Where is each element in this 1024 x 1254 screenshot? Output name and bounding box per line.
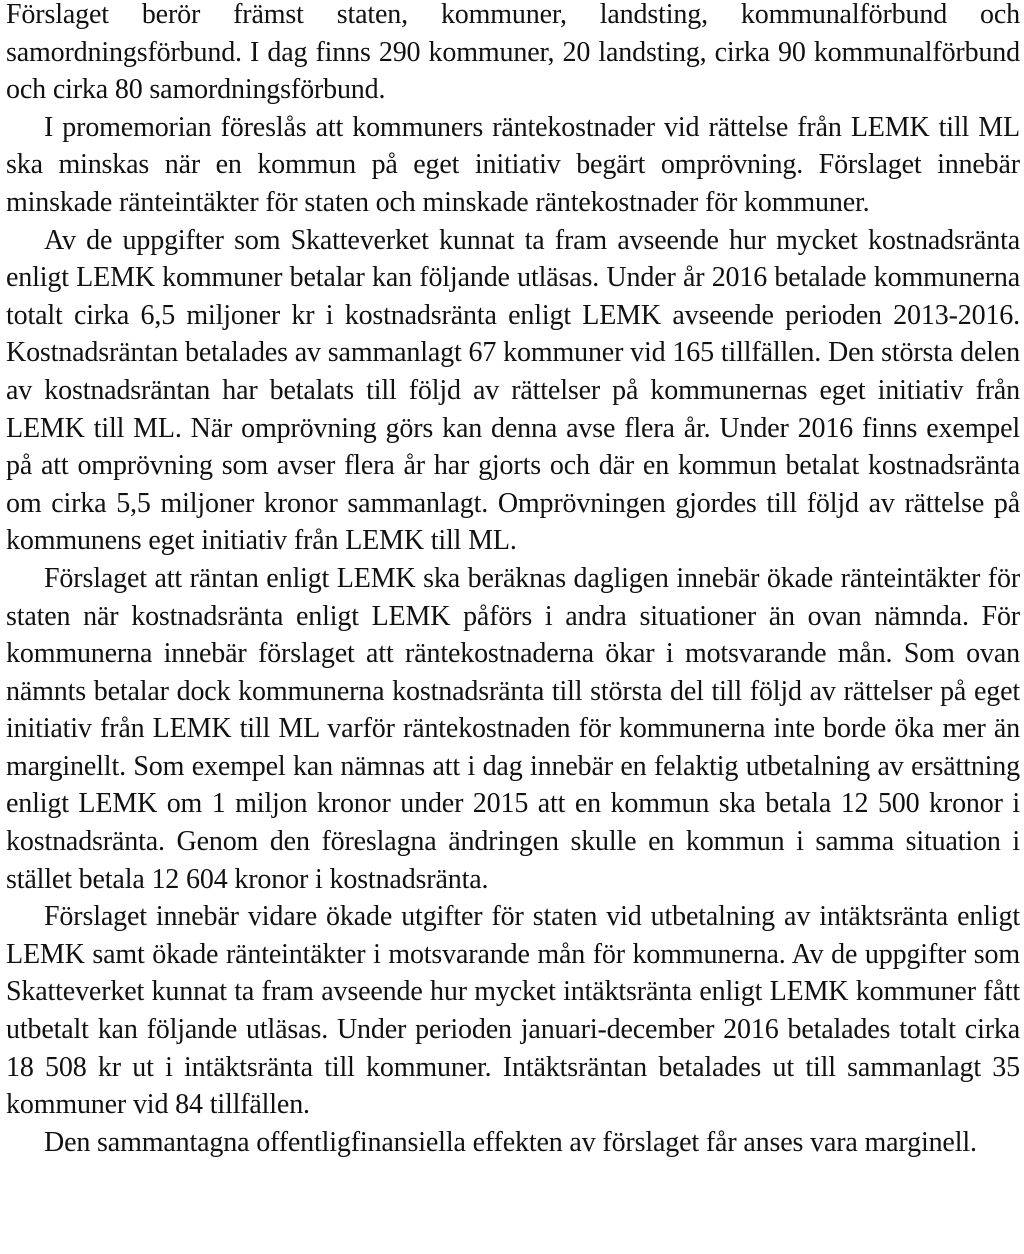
paragraph-proposal-interest-costs: I promemorian föreslås att kommuners räntekostnader vid rättelse från LEMK till ML ska minskas när en kommun på eget initiativ begärt omprövning. Förslaget innebär minskade ränteintäkter för staten och minskade räntekostnader för kommuner.: [6, 111, 1020, 218]
paragraph-conclusion: Den sammantagna offentligfinansiella effekten av förslaget får anses vara marginell.: [44, 1126, 977, 1158]
paragraph-income-interest: Förslaget innebär vidare ökade utgifter för staten vid utbetalning av intäktsränta enligt LEMK samt ökade ränteintäkter i motsvarande mån för kommunerna. Av de uppgifter som Skatteverket kunnat ta fram avseende hur mycket intäktsränta enligt LEMK kommuner fått utbetalt kan följande utläsas. Under perioden januari-december 2016 betalades totalt cirka 18 508 kr ut i intäktsränta till kommuner. Intäktsräntan betalades ut till sammanlagt 35 kommuner vid 84 tillfällen.: [6, 901, 1020, 1121]
paragraph-daily-interest-calculation: Förslaget att räntan enligt LEMK ska beräknas dagligen innebär ökade ränteintäkter för staten när kostnadsränta enligt LEMK påförs i andra situationer än ovan nämnda. För kommunerna innebär förslaget att räntekostnaderna ökar i motsvarande mån. Som ovan nämnts betalar dock kommunerna kostnadsränta till största del till följd av rättelser på eget initiativ från LEMK till ML varför räntekostnaden för kommunerna inte borde öka mer än marginellt. Som exempel kan nämnas att i dag innebär en felaktig utbetalning av ersättning enligt LEMK om 1 miljon kronor under 2015 att en kommun ska betala 12 500 kronor i kostnadsränta. Genom den föreslagna ändringen skulle en kommun i samma situation i stället betala 12 604 kronor i kostnadsränta.: [6, 562, 1020, 895]
paragraph-cost-interest-statistics: Av de uppgifter som Skatteverket kunnat ta fram avseende hur mycket kostnadsränta enligt LEMK kommuner betalar kan följande utläsas. Under år 2016 betalade kommunerna totalt cirka 6,5 miljoner kr i kostnadsränta enligt LEMK avseende perioden 2013-2016. Kostnadsräntan betalades av sammanlagt 67 kommuner vid 165 tillfällen. Den största delen av kostnadsräntan har betalats till följd av rättelser på kommunernas eget initiativ från LEMK till ML. När omprövning görs kan denna avse flera år. Under 2016 finns exempel på att omprövning som avser flera år har gjorts och där en kommun betalat kostnadsränta om cirka 5,5 miljoner kronor sammanlagt. Omprövningen gjordes till följd av rättelse på kommunens eget initiativ från LEMK till ML.: [6, 224, 1020, 557]
paragraph-affected-parties: Förslaget berör främst staten, kommuner, landsting, kommunalförbund och samordningsförbund. I dag finns 290 kommuner, 20 landsting, cirka 90 kommunalförbund och cirka 80 samordningsförbund.: [6, 0, 1020, 106]
